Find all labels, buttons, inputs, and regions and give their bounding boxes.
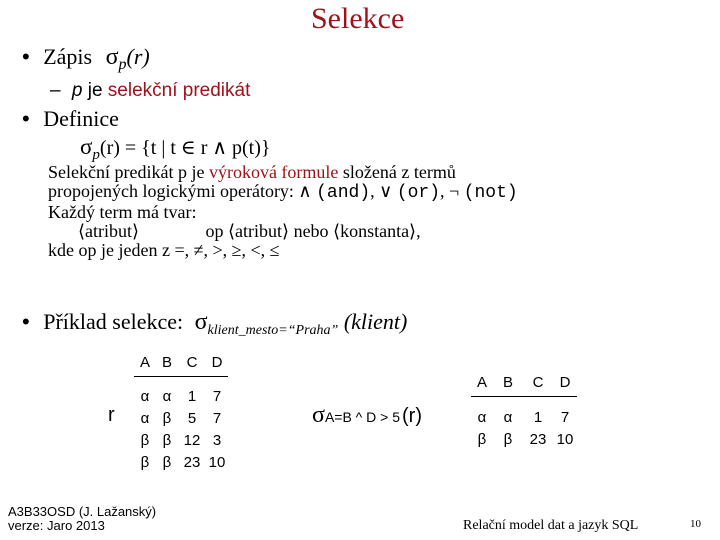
cell: α: [140, 387, 150, 405]
predicate-je: je: [87, 80, 103, 101]
definition-paragraph: [48, 163, 518, 260]
para-line-5: kde op je jeden z =, ≠, >, ≥, <, ≤: [48, 240, 280, 260]
cell: 3: [212, 431, 222, 449]
expr-sigma: σ: [312, 402, 325, 428]
op-or: (or): [396, 183, 441, 203]
cell: β: [477, 430, 487, 448]
table-r: [134, 350, 228, 473]
priklad-subscript: klient_mesto=“Praha”: [207, 323, 339, 339]
header-cell: D: [211, 354, 223, 372]
cell: 7: [560, 408, 570, 426]
predicate-red-text: selekční predikát: [107, 80, 251, 101]
table-row: [471, 428, 577, 450]
page-number: 10: [690, 518, 701, 530]
formula-sub: p: [92, 147, 100, 163]
priklad-sigma: σ: [194, 309, 208, 335]
para-text: Selekční predikát p je: [48, 162, 205, 182]
cell: α: [477, 408, 487, 426]
zapis-label: Zápis: [43, 44, 93, 69]
formula-rest: (r) = {t | t ∈ r ∧ p(t)}: [99, 137, 271, 159]
expr-subscript: A=B ^ D > 5: [324, 409, 400, 425]
table-row: [471, 406, 577, 428]
para-line-1: [48, 163, 518, 182]
header-cell: C: [186, 354, 198, 372]
header-cell: B: [161, 354, 172, 372]
bullet-dot: •: [22, 44, 30, 69]
bullet-definice: [22, 106, 119, 132]
formula-sigma: σ: [80, 134, 93, 159]
expr-argument: (r): [402, 405, 422, 427]
priklad-argument: (klient): [343, 309, 408, 334]
cell: 10: [208, 453, 226, 471]
cell: 12: [183, 431, 201, 449]
dash: –: [50, 80, 61, 101]
table-r-grid: [134, 350, 228, 473]
header-cell: D: [559, 374, 571, 392]
table-result: [471, 370, 577, 450]
cell: β: [162, 431, 172, 449]
predicate-p: p: [71, 80, 83, 101]
cell: 5: [187, 409, 197, 427]
footer-title: Relační model dat a jazyk SQL: [463, 518, 639, 533]
para-text: propojených logickými operátory: ∧: [48, 181, 312, 201]
table-row: [134, 407, 228, 429]
table-row: [134, 385, 228, 407]
cell: 10: [556, 430, 574, 448]
relation-name-r: r: [108, 404, 115, 426]
table-header-row: [471, 370, 577, 396]
cell: 1: [187, 387, 197, 405]
para-text: , ¬: [440, 181, 460, 201]
predicate-line: [50, 80, 250, 102]
cell: β: [162, 453, 172, 471]
sigma-subscript: p: [118, 56, 127, 74]
cell: β: [503, 430, 513, 448]
cell: 23: [529, 430, 547, 448]
header-cell: C: [532, 374, 544, 392]
para-line-4: [48, 222, 518, 241]
cell: β: [140, 453, 150, 471]
sigma-symbol: σ: [105, 44, 119, 70]
para-text: složená z termů: [342, 162, 456, 182]
selection-expression: [312, 402, 422, 429]
zapis-argument: (r): [126, 44, 150, 69]
header-cell: A: [476, 374, 487, 392]
table-row: [134, 429, 228, 451]
para-line-2: [48, 182, 518, 203]
table-header-row: [134, 350, 228, 376]
table-result-grid: [471, 370, 577, 450]
priklad-label: Příklad selekce:: [43, 309, 184, 334]
bullet-dot: •: [22, 106, 30, 131]
footer-version: verze: Jaro 2013: [8, 518, 105, 533]
bullet-dot: •: [22, 309, 30, 334]
cell: 23: [183, 453, 201, 471]
para-text: , ∨: [370, 181, 393, 201]
cell: 7: [212, 387, 222, 405]
cell: α: [140, 409, 150, 427]
cell: β: [162, 409, 172, 427]
op-and: (and): [316, 183, 371, 203]
header-cell: B: [502, 374, 513, 392]
definice-formula: [80, 134, 270, 164]
para-line-3: Každý term má tvar:: [48, 202, 197, 222]
para-text: op ⟨atribut⟩ nebo ⟨konstanta⟩,: [205, 221, 421, 241]
cell: 1: [533, 408, 543, 426]
para-red-text: výroková formule: [208, 162, 339, 182]
cell: 7: [212, 409, 222, 427]
footer-course: A3B33OSD (J. Lažanský): [8, 504, 157, 519]
header-cell: A: [139, 354, 150, 372]
definice-label: Definice: [43, 106, 119, 131]
bullet-priklad: [22, 309, 407, 339]
op-not: (not): [463, 183, 518, 203]
cell: α: [162, 387, 172, 405]
cell: α: [503, 408, 513, 426]
bullet-zapis: [22, 44, 150, 74]
cell: β: [140, 431, 150, 449]
footer-left: [8, 505, 156, 533]
table-row: [134, 451, 228, 473]
slide-title: Selekce: [311, 2, 405, 35]
para-text: ⟨atribut⟩: [78, 221, 140, 241]
